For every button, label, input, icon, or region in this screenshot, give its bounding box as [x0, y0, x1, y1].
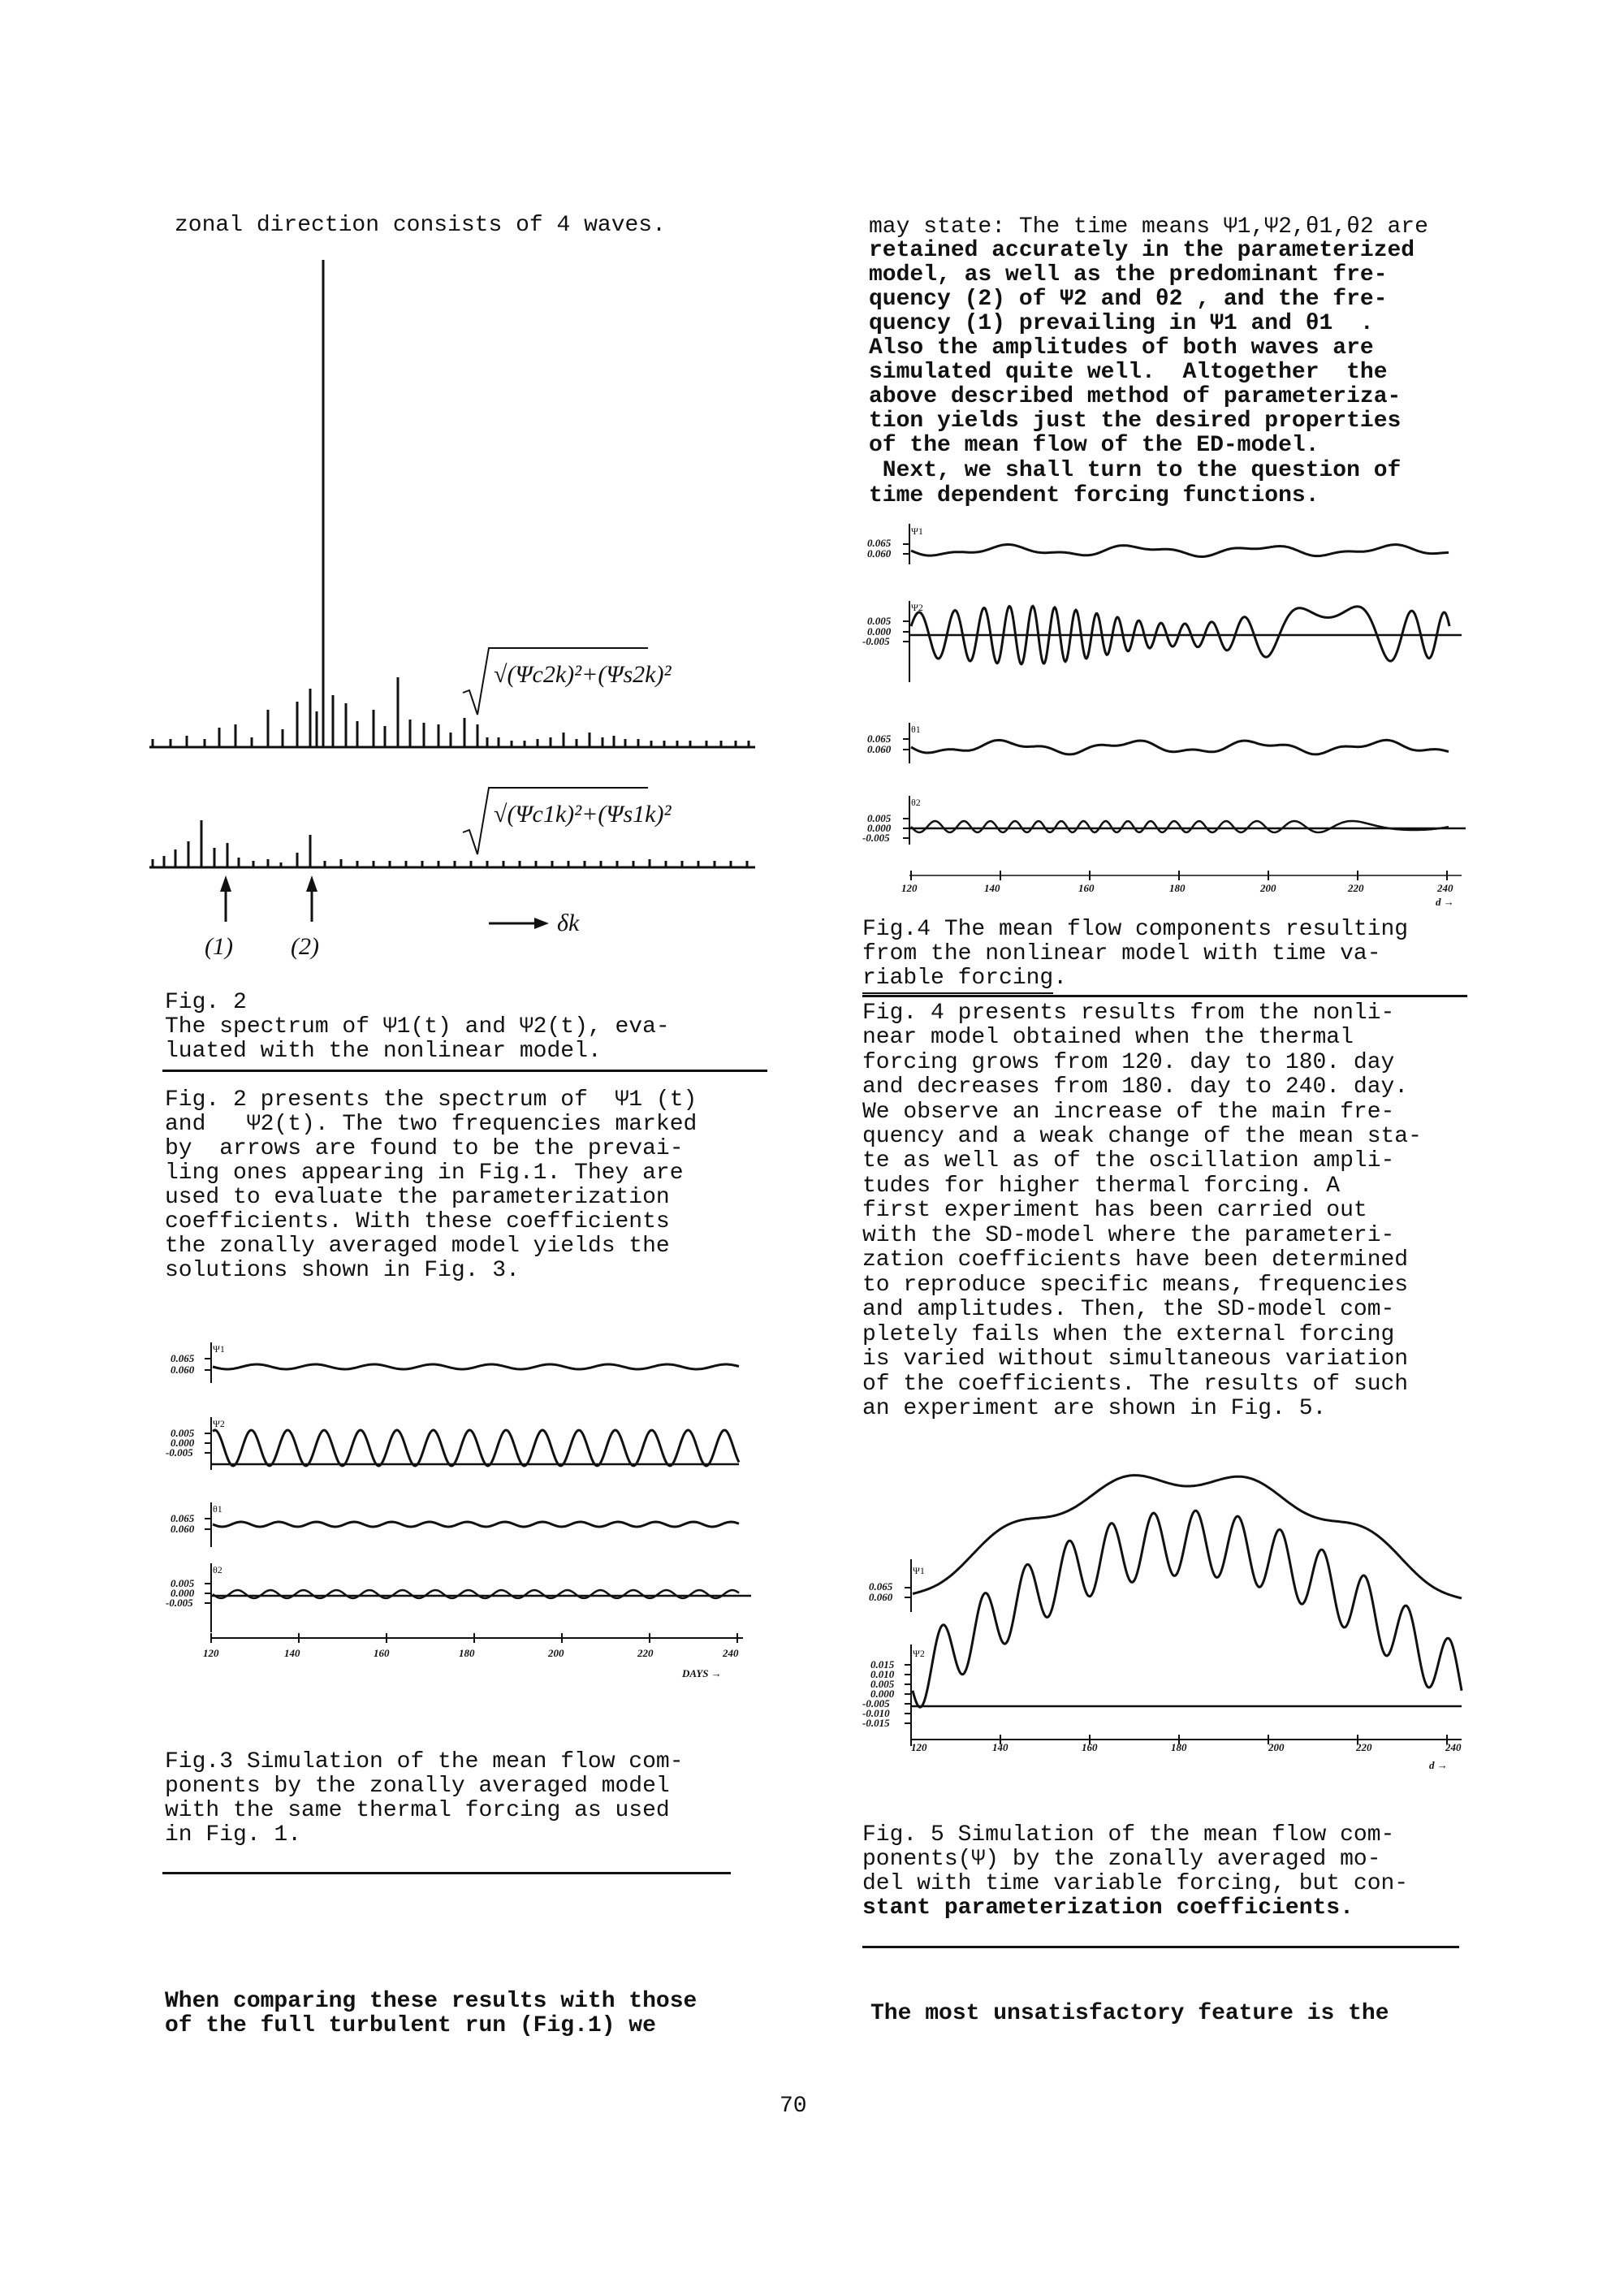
arrow-2 — [306, 875, 317, 922]
fig5-caption-1: Fig. 5 Simulation of the mean flow com- — [862, 1822, 1395, 1848]
fig4-x-200: 200 — [1260, 882, 1276, 894]
fig4-x-unit: d → — [1436, 896, 1454, 908]
fig3-x-180: 180 — [459, 1647, 475, 1659]
fig3-x-unit: DAYS → — [682, 1667, 722, 1679]
left-bottom-2: of the full turbulent run (Fig.1) we — [165, 2013, 656, 2038]
right-para-8: tudes for higher thermal forcing. A — [862, 1173, 1341, 1199]
fig4-caption-3: riable forcing. — [862, 966, 1068, 991]
fig3-caption-4: in Fig. 1. — [165, 1822, 302, 1848]
right-top-6: Also the amplitudes of both waves are — [869, 335, 1374, 361]
fig5-label-psi2: Ψ2 — [913, 1648, 925, 1659]
fig5-y-0065: 0.065 — [869, 1580, 893, 1593]
fig2-caption-1: Fig. 2 — [165, 990, 247, 1015]
right-para-1: Fig. 4 presents results from the nonli- — [862, 1001, 1395, 1026]
right-para-13: and amplitudes. Then, the SD-model com- — [862, 1297, 1395, 1322]
fig3-y2-0005: 0.005 — [171, 1427, 195, 1439]
fig3-y3-0060: 0.060 — [171, 1523, 195, 1535]
fig5-caption-4: stant parameterization coefficients. — [862, 1895, 1354, 1921]
fig5-plot — [861, 1437, 1478, 1787]
right-para-17: an experiment are shown in Fig. 5. — [862, 1396, 1327, 1421]
fig3-x-140: 140 — [284, 1647, 300, 1659]
fig3-label-psi1: Ψ1 — [213, 1343, 225, 1355]
left-para-3: by arrows are found to be the prevai- — [165, 1136, 684, 1161]
arrow-label-1: (1) — [205, 933, 233, 960]
fig3-y4-0000: 0.000 — [171, 1587, 195, 1599]
fig4-y-0065: 0.065 — [867, 537, 892, 549]
left-para-1: Fig. 2 presents the spectrum of Ψ1 (t) — [165, 1087, 698, 1113]
fig4-y3-0060: 0.060 — [867, 743, 892, 755]
fig4-y-0060: 0.060 — [867, 547, 892, 560]
fig2-upper-formula-text: √(Ψc2k)²+(Ψs2k)² — [494, 661, 672, 688]
right-top-8: above described method of parameteriza- — [869, 384, 1402, 409]
fig5-rule — [862, 1946, 1459, 1948]
left-para-2: and Ψ2(t). The two frequencies marked — [165, 1112, 698, 1137]
fig2-upper-formula — [463, 648, 672, 715]
right-para-7: te as well as of the oscillation ampli- — [862, 1148, 1395, 1173]
fig3-y2-m0005: -0.005 — [166, 1446, 193, 1459]
left-top-text: zonal direction consists of 4 waves. — [175, 213, 666, 238]
left-para-8: solutions shown in Fig. 3. — [165, 1258, 520, 1283]
fig3-psi1-curve — [213, 1364, 739, 1369]
fig4-x-240: 240 — [1437, 882, 1453, 894]
right-top-1: may state: The time means Ψ1,Ψ2,θ1,θ2 are — [869, 214, 1428, 240]
fig4-y2-0005: 0.005 — [867, 615, 892, 627]
fig3-psi2-curve — [213, 1430, 739, 1466]
fig2-lower-formula — [463, 788, 672, 854]
right-bottom: The most unsatisfactory feature is the — [870, 2001, 1389, 2026]
right-para-2: near model obtained when the thermal — [862, 1025, 1354, 1050]
fig2-lower-formula-text: √(Ψc1k)²+(Ψs1k)² — [494, 801, 672, 828]
fig3-theta1-curve — [213, 1522, 739, 1527]
right-top-2: retained accurately in the parameterized — [869, 238, 1415, 263]
right-para-4: and decreases from 180. day to 240. day. — [862, 1074, 1409, 1100]
fig4-plot — [861, 520, 1478, 918]
page-number: 70 — [780, 2094, 807, 2119]
fig5-psi2-curve — [913, 1511, 1462, 1707]
fig4-y3-0065: 0.065 — [867, 733, 892, 745]
fig4-label-theta1: θ1 — [911, 724, 921, 735]
fig3-caption-3: with the same thermal forcing as used — [165, 1798, 670, 1823]
right-para-16: of the coefficients. The results of such — [862, 1372, 1409, 1397]
fig3-x-220: 220 — [637, 1647, 654, 1659]
fig4-x-120: 120 — [901, 882, 918, 894]
fig2-rule — [162, 1070, 767, 1072]
fig5-x-160: 160 — [1082, 1741, 1098, 1753]
fig4-psi1-curve — [911, 545, 1449, 557]
arrow-label-2: (2) — [291, 933, 319, 960]
fig5-caption-2: ponents(Ψ) by the zonally averaged mo- — [862, 1847, 1381, 1872]
left-para-4: ling ones appearing in Fig.1. They are — [165, 1160, 684, 1186]
right-para-11: zation coefficients have been determined — [862, 1247, 1409, 1273]
fig5-y2-0010: 0.010 — [870, 1668, 895, 1680]
right-para-15: is varied without simultaneous variation — [862, 1346, 1409, 1372]
fig4-y2-m0005: -0.005 — [862, 635, 890, 647]
fig3-plot — [162, 1336, 763, 1742]
fig5-y2-0015: 0.015 — [870, 1658, 895, 1670]
right-para-5: We observe an increase of the main fre- — [862, 1100, 1395, 1125]
fig5-y2-m0010: -0.010 — [862, 1707, 890, 1719]
fig5-y2-m0015: -0.015 — [862, 1717, 890, 1729]
fig3-label-theta1: θ1 — [213, 1503, 222, 1515]
arrow-1 — [220, 875, 231, 922]
fig4-label-psi1: Ψ1 — [911, 525, 923, 537]
fig3-y4-m0005: -0.005 — [166, 1597, 193, 1609]
left-bottom-1: When comparing these results with those — [165, 1989, 698, 2014]
fig5-x-240: 240 — [1445, 1741, 1462, 1753]
fig3-x-240: 240 — [723, 1647, 739, 1659]
fig5-y2-0000: 0.000 — [870, 1688, 895, 1700]
right-top-12: time dependent forcing functions. — [869, 483, 1320, 508]
fig5-x-220: 220 — [1356, 1741, 1372, 1753]
fig5-x-180: 180 — [1171, 1741, 1187, 1753]
fig4-x-220: 220 — [1348, 882, 1364, 894]
fig3-y4-0005: 0.005 — [171, 1577, 195, 1589]
right-top-7: simulated quite well. Altogether the — [869, 360, 1388, 385]
right-para-10: with the SD-model where the parameteri- — [862, 1223, 1395, 1248]
fig4-theta2-curve — [911, 821, 1449, 832]
fig2-caption-3: luated with the nonlinear model. — [165, 1039, 602, 1064]
fig5-x-120: 120 — [911, 1741, 927, 1753]
right-para-9: first experiment has been carried out — [862, 1198, 1367, 1223]
fig4-x-140: 140 — [984, 882, 1000, 894]
fig4-y4-0000: 0.000 — [867, 822, 892, 834]
right-top-9: tion yields just the desired properties — [869, 408, 1402, 434]
left-para-6: coefficients. With these coefficients — [165, 1209, 670, 1234]
fig3-rule — [162, 1872, 731, 1874]
right-top-3: model, as well as the predominant fre- — [869, 262, 1388, 287]
fig3-label-psi2: Ψ2 — [213, 1418, 225, 1429]
fig4-x-160: 160 — [1078, 882, 1095, 894]
fig4-label-theta2: θ2 — [911, 797, 921, 808]
left-para-5: used to evaluate the parameterization — [165, 1185, 670, 1210]
fig3-y-0065: 0.065 — [171, 1352, 195, 1364]
fig2-spectrum — [138, 260, 771, 983]
right-top-11: Next, we shall turn to the question of — [869, 458, 1402, 483]
fig4-caption-2: from the nonlinear model with time va- — [862, 941, 1381, 966]
delta-label: δk — [557, 910, 580, 936]
right-para-6: quency and a weak change of the mean sta- — [862, 1124, 1422, 1149]
fig5-x-140: 140 — [992, 1741, 1009, 1753]
fig3-theta2-curve — [213, 1590, 739, 1598]
fig5-y2-m0005: -0.005 — [862, 1697, 890, 1709]
fig4-rule — [862, 995, 1467, 997]
fig4-y4-0005: 0.005 — [867, 812, 892, 824]
fig4-x-180: 180 — [1169, 882, 1186, 894]
fig3-x-120: 120 — [203, 1647, 219, 1659]
fig5-x-200: 200 — [1268, 1741, 1285, 1753]
fig3-y2-0000: 0.000 — [171, 1437, 195, 1449]
fig4-label-psi2: Ψ2 — [911, 602, 923, 613]
fig4-y2-0000: 0.000 — [867, 625, 892, 638]
fig3-y-0060: 0.060 — [171, 1364, 195, 1376]
fig4-y4-m0005: -0.005 — [862, 832, 890, 844]
right-para-12: to reproduce specific means, frequencies — [862, 1273, 1409, 1298]
fig4-theta1-curve — [911, 740, 1449, 754]
fig3-x-200: 200 — [548, 1647, 564, 1659]
right-para-3: forcing grows from 120. day to 180. day — [862, 1050, 1395, 1075]
right-top-5: quency (1) prevailing in Ψ1 and θ1 . — [869, 311, 1374, 336]
fig3-x-160: 160 — [374, 1647, 390, 1659]
fig5-label-psi1: Ψ1 — [913, 1565, 925, 1576]
fig4-caption-underline — [862, 992, 1053, 994]
fig4-caption-1: Fig.4 The mean flow components resulting — [862, 917, 1409, 942]
fig5-y-0060: 0.060 — [869, 1591, 893, 1603]
delta-arrow — [489, 918, 549, 929]
fig3-caption-2: ponents by the zonally averaged model — [165, 1774, 670, 1799]
fig2-caption-2: The spectrum of Ψ1(t) and Ψ2(t), eva- — [165, 1014, 670, 1039]
fig3-caption-1: Fig.3 Simulation of the mean flow com- — [165, 1749, 684, 1774]
fig5-y2-0005: 0.005 — [870, 1678, 895, 1690]
fig5-x-unit: d → — [1429, 1759, 1448, 1771]
fig3-y3-0065: 0.065 — [171, 1512, 195, 1524]
right-top-10: of the mean flow of the ED-model. — [869, 433, 1320, 458]
right-para-14: pletely fails when the external forcing — [862, 1322, 1395, 1347]
fig5-caption-3: del with time variable forcing, but con- — [862, 1871, 1409, 1896]
left-para-7: the zonally averaged model yields the — [165, 1234, 670, 1259]
fig3-label-theta2: θ2 — [213, 1564, 222, 1575]
right-top-4: quency (2) of Ψ2 and θ2 , and the fre- — [869, 287, 1388, 312]
